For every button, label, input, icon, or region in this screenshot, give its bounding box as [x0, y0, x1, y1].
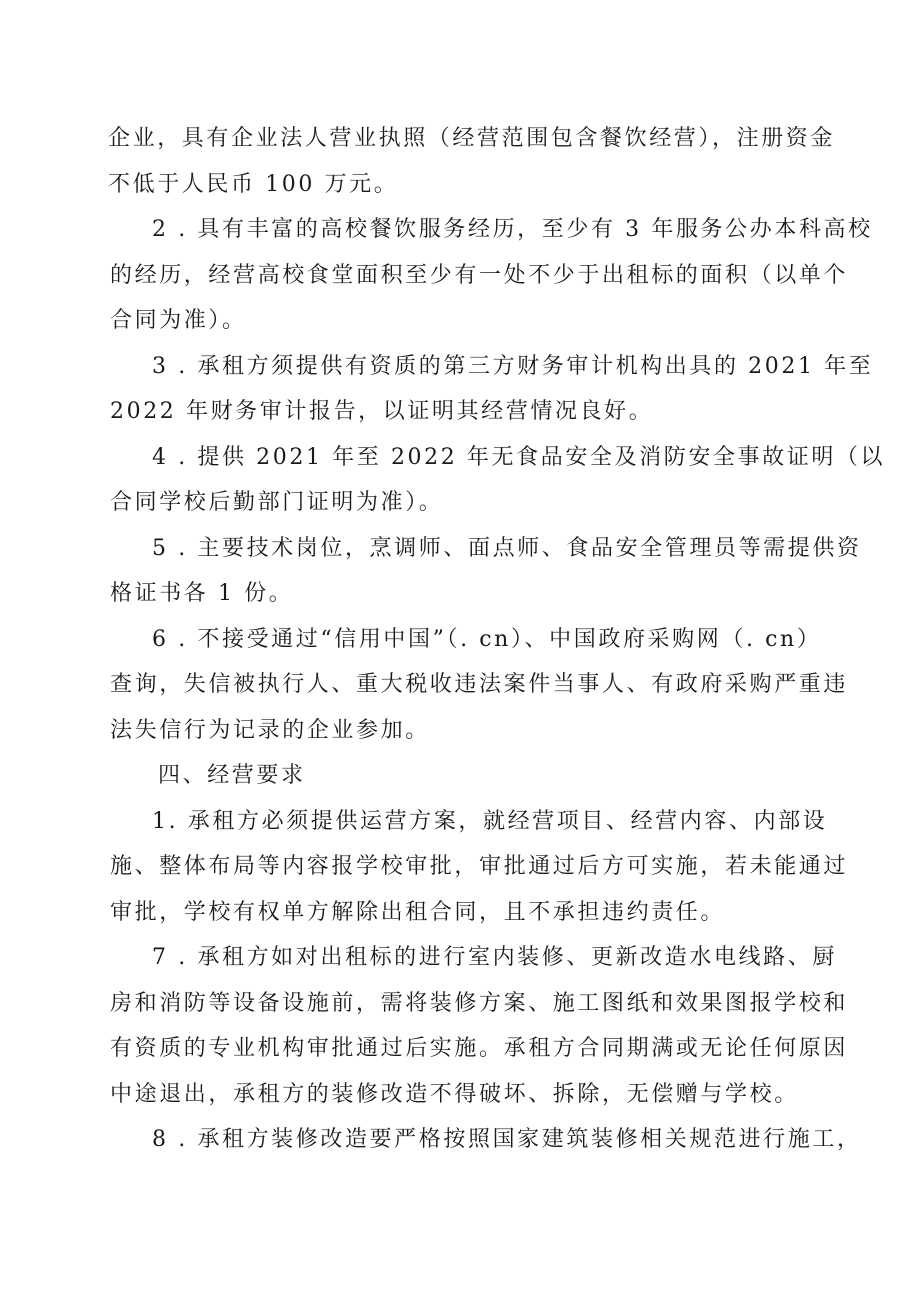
text-line: 8 . 承租方装修改造要严格按照国家建筑装修相关规范进行施工， — [152, 1127, 862, 1152]
text-line: 2 . 具有丰富的高校餐饮服务经历，至少有 3 年服务公办本科高校 — [152, 217, 873, 242]
text-line: 审批，学校有权单方解除出租合同，且不承担违约责任。 — [110, 900, 726, 925]
text-line: 1. 承租方必须提供运营方案，就经营项目、经营内容、内部设 — [152, 809, 828, 834]
text-line: 查询，失信被执行人、重大税收违法案件当事人、有政府采购严重违 — [110, 672, 849, 697]
text-line: 5 . 主要技术岗位，烹调师、面点师、食品安全管理员等需提供资 — [152, 536, 862, 561]
text-line: 法失信行为记录的企业参加。 — [110, 718, 430, 743]
text-line: 4 . 提供 2021 年至 2022 年无食品安全及消防安全事故证明（以 — [152, 445, 886, 470]
text-line: 3 . 承租方须提供有资质的第三方财务审计机构出具的 2021 年至 — [152, 354, 874, 379]
text-line: 不低于人民币 100 万元。 — [108, 172, 399, 197]
text-line: 有资质的专业机构审批通过后实施。承租方合同期满或无论任何原因 — [110, 1036, 849, 1061]
text-line: 6 . 不接受通过“信用中国”（. cn）、中国政府采购网（. cn） — [152, 627, 822, 652]
text-line: 7 . 承租方如对出租标的进行室内装修、更新改造水电线路、厨 — [152, 945, 837, 970]
text-line: 的经历，经营高校食堂面积至少有一处不少于出租标的面积（以单个 — [110, 263, 849, 288]
section-heading: 四、经营要求 — [158, 763, 306, 788]
text-line: 企业，具有企业法人营业执照（经营范围包含餐饮经营），注册资金 — [108, 126, 836, 151]
text-line: 格证书各 1 份。 — [110, 581, 294, 606]
text-line: 合同学校后勤部门证明为准）。 — [110, 490, 444, 515]
text-line: 中途退出，承租方的装修改造不得破坏、拆除，无偿赠与学校。 — [110, 1082, 799, 1107]
text-line: 合同为准）。 — [110, 308, 247, 333]
text-line: 房和消防等设备设施前，需将装修方案、施工图纸和效果图报学校和 — [110, 991, 849, 1016]
text-line: 施、整体布局等内容报学校审批，审批通过后方可实施，若未能通过 — [110, 854, 849, 879]
text-line: 2022 年财务审计报告，以证明其经营情况良好。 — [110, 399, 654, 424]
